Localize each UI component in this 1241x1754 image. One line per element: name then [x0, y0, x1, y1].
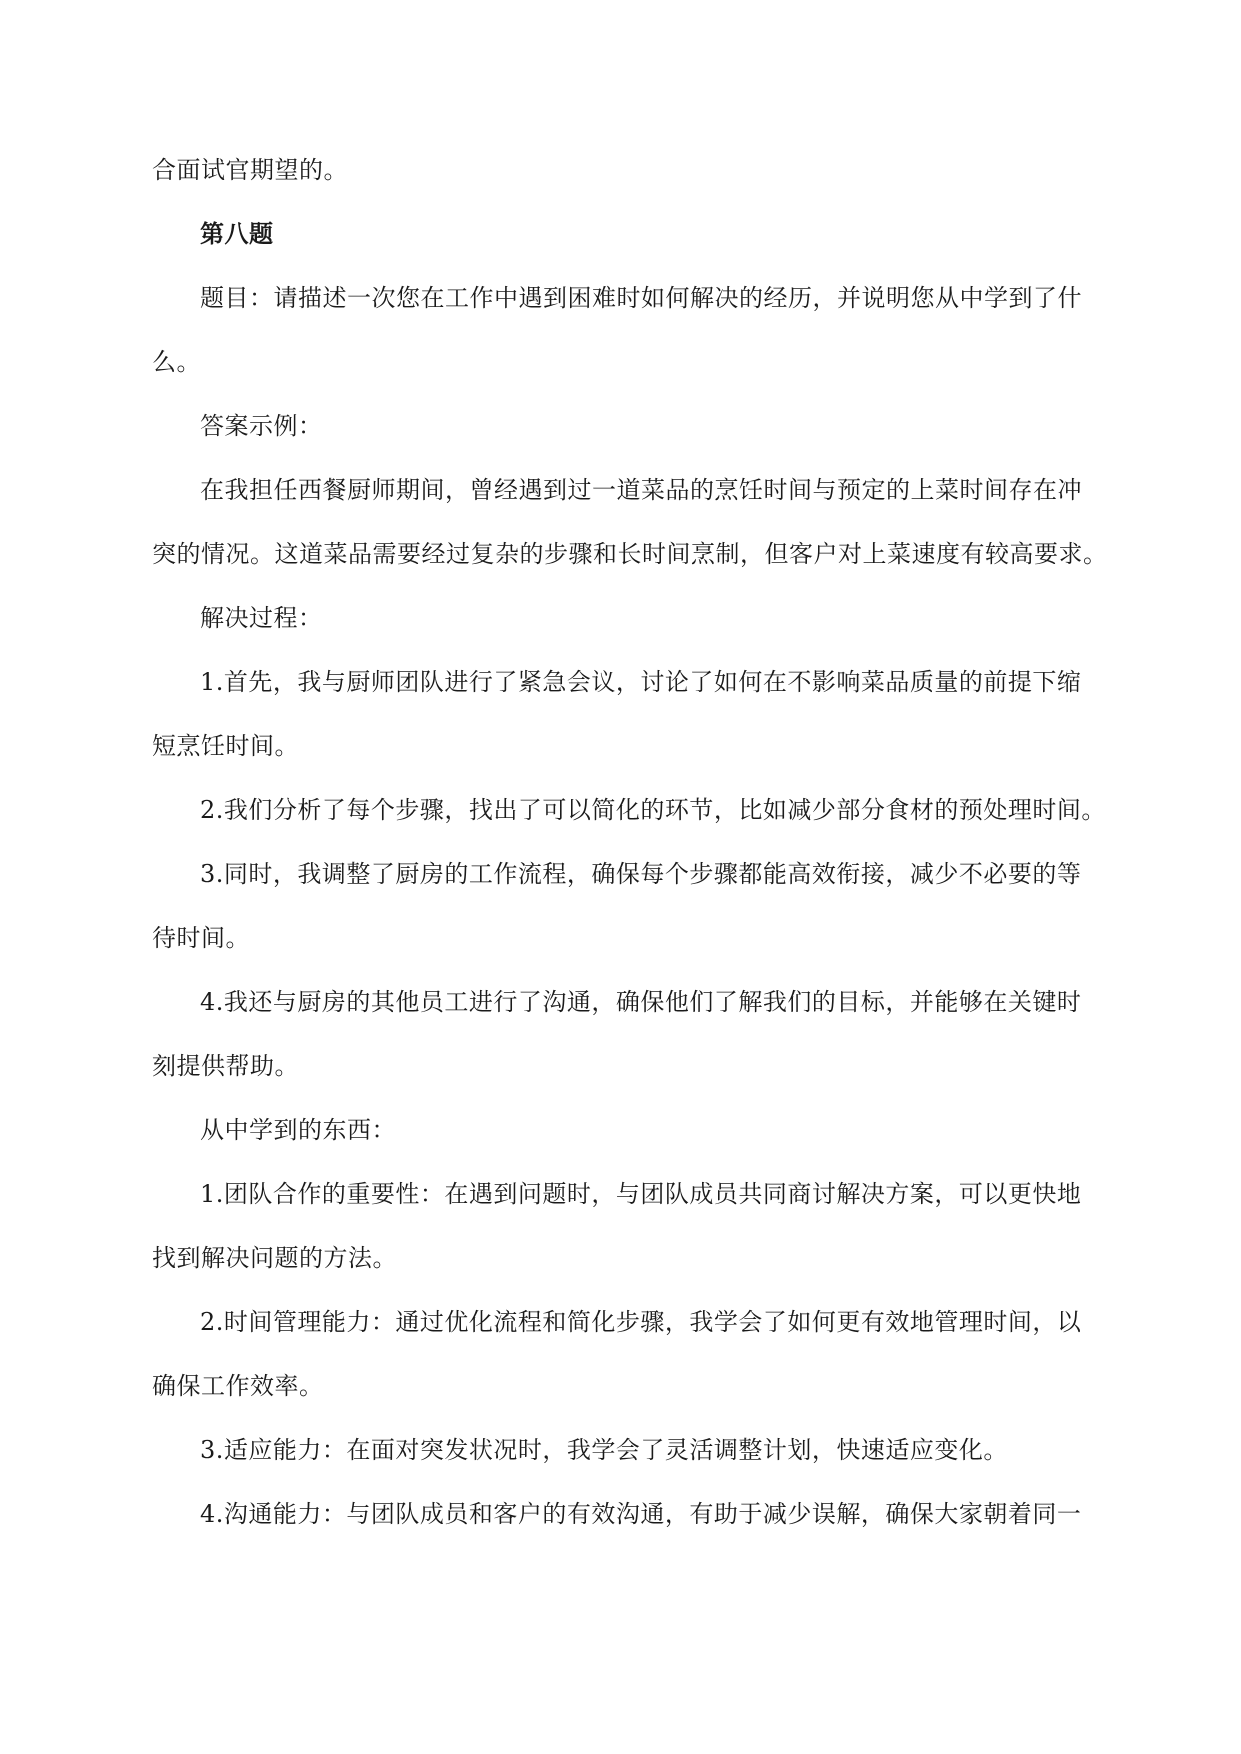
- process-step-4: 4.我还与厨房的其他员工进行了沟通，确保他们了解我们的目标，并能够在关键时: [200, 988, 1082, 1016]
- process-step-2: 2.我们分析了每个步骤，找出了可以简化的环节，比如减少部分食材的预处理时间。: [200, 796, 1106, 824]
- answer-paragraph: 在我担任西餐厨师期间，曾经遇到过一道菜品的烹饪时间与预定的上菜时间存在冲: [200, 476, 1082, 504]
- lesson-4: 4.沟通能力：与团队成员和客户的有效沟通，有助于减少误解，确保大家朝着同一: [200, 1500, 1082, 1528]
- document-body: [152, 138, 1108, 1546]
- process-step-1: 1.首先，我与厨师团队进行了紧急会议，讨论了如何在不影响菜品质量的前提下缩: [200, 668, 1082, 696]
- process-step-3-continued: 待时间。: [152, 924, 250, 952]
- answer-label: 答案示例：: [200, 412, 323, 440]
- lesson-2-continued: 确保工作效率。: [152, 1372, 324, 1400]
- process-label: 解决过程：: [200, 604, 323, 632]
- lesson-1: 1.团队合作的重要性：在遇到问题时，与团队成员共同商讨解决方案，可以更快地: [200, 1180, 1082, 1208]
- question-heading: 第八题: [200, 219, 274, 248]
- process-step-3: 3.同时，我调整了厨房的工作流程，确保每个步骤都能高效衔接，减少不必要的等: [200, 860, 1082, 888]
- lesson-3: 3.适应能力：在面对突发状况时，我学会了灵活调整计划，快速适应变化。: [200, 1436, 1008, 1464]
- answer-paragraph-continued: 突的情况。这道菜品需要经过复杂的步骤和长时间烹制，但客户对上菜速度有较高要求。: [152, 540, 1108, 568]
- question-text-continued: 么。: [152, 348, 201, 376]
- question-text: 题目：请描述一次您在工作中遇到困难时如何解决的经历，并说明您从中学到了什: [200, 284, 1082, 312]
- lesson-2: 2.时间管理能力：通过优化流程和简化步骤，我学会了如何更有效地管理时间，以: [200, 1308, 1082, 1336]
- lessons-label: 从中学到的东西：: [200, 1116, 396, 1144]
- paragraph-line: 合面试官期望的。: [152, 156, 348, 184]
- process-step-1-continued: 短烹饪时间。: [152, 732, 299, 760]
- process-step-4-continued: 刻提供帮助。: [152, 1052, 299, 1080]
- lesson-1-continued: 找到解决问题的方法。: [152, 1244, 397, 1272]
